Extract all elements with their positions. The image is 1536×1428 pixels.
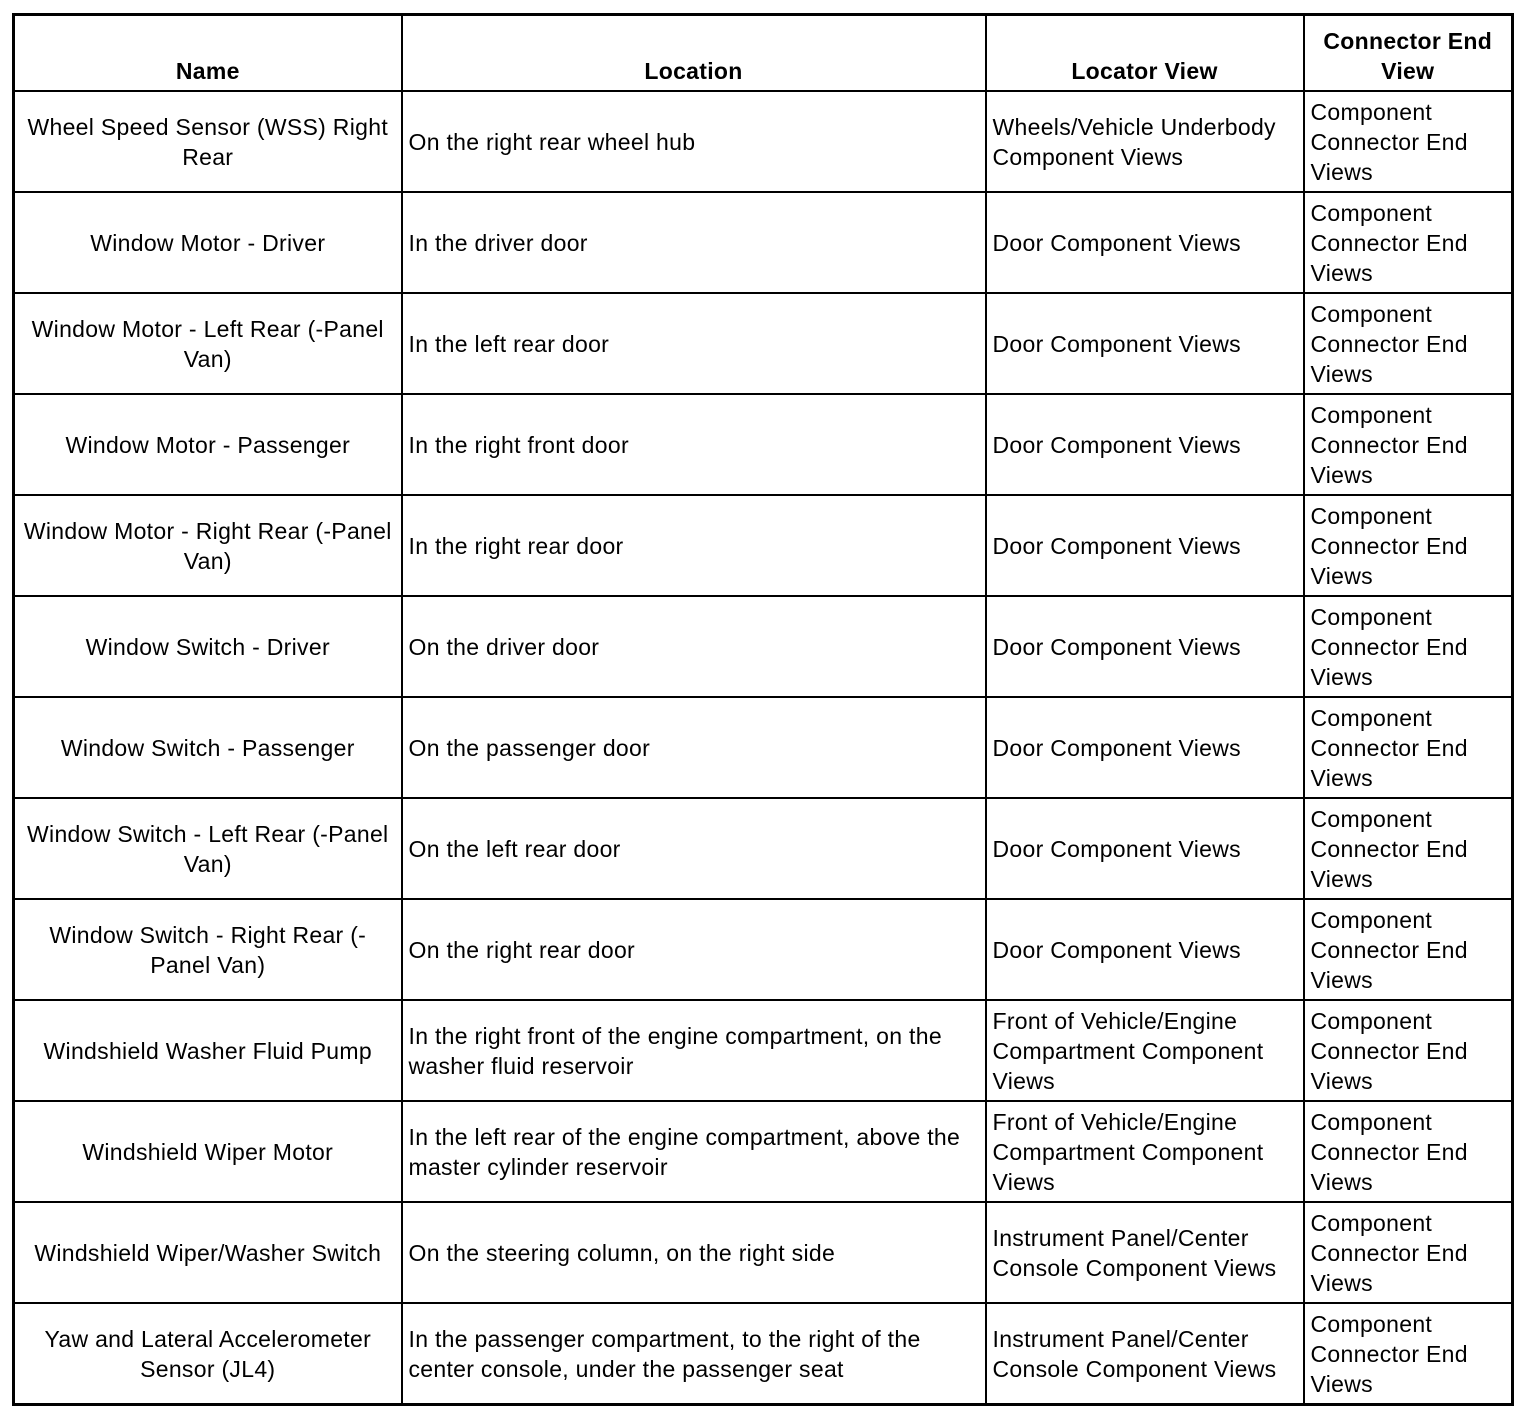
cell-connector-end-view: Component Connector End Views [1304,697,1513,798]
cell-name: Windshield Wiper/Washer Switch [14,1202,402,1303]
table-row [14,697,1513,798]
cell-name: Windshield Wiper Motor [14,1101,402,1202]
table-row [14,899,1513,1000]
table-row [14,798,1513,899]
cell-connector-end-view: Component Connector End Views [1304,293,1513,394]
cell-name: Window Motor - Driver [14,192,402,293]
cell-locator-view: Door Component Views [986,596,1304,697]
cell-location: On the right rear door [402,899,986,1000]
header-locator-view: Locator View [986,15,1304,92]
cell-location: On the passenger door [402,697,986,798]
cell-connector-end-view: Component Connector End Views [1304,91,1513,192]
cell-connector-end-view: Component Connector End Views [1304,1101,1513,1202]
cell-locator-view: Wheels/Vehicle Underbody Component Views [986,91,1304,192]
cell-locator-view: Door Component Views [986,394,1304,495]
cell-locator-view: Door Component Views [986,495,1304,596]
cell-name: Window Motor - Right Rear (-Panel Van) [14,495,402,596]
table-row [14,1000,1513,1101]
header-name: Name [14,15,402,92]
cell-name: Window Switch - Driver [14,596,402,697]
table-row [14,596,1513,697]
cell-location: On the steering column, on the right side [402,1202,986,1303]
cell-location: In the right rear door [402,495,986,596]
cell-locator-view: Door Component Views [986,293,1304,394]
cell-name: Yaw and Lateral Accelerometer Sensor (JL4) [14,1303,402,1405]
cell-name: Window Switch - Right Rear (-Panel Van) [14,899,402,1000]
cell-name: Window Switch - Left Rear (-Panel Van) [14,798,402,899]
cell-location: In the left rear door [402,293,986,394]
header-row [14,15,1513,92]
cell-connector-end-view: Component Connector End Views [1304,899,1513,1000]
component-locator-table [12,13,1514,1406]
table-body [14,91,1513,1405]
cell-name: Window Switch - Passenger [14,697,402,798]
cell-connector-end-view: Component Connector End Views [1304,394,1513,495]
table-header [14,15,1513,92]
table-row [14,1101,1513,1202]
cell-name: Windshield Washer Fluid Pump [14,1000,402,1101]
table-row [14,91,1513,192]
cell-connector-end-view: Component Connector End Views [1304,192,1513,293]
table-row [14,1303,1513,1405]
cell-location: In the left rear of the engine compartment, above the master cylinder reservoir [402,1101,986,1202]
cell-locator-view: Instrument Panel/Center Console Component Views [986,1303,1304,1405]
header-connector-end-view: Connector End View [1304,15,1513,92]
cell-location: On the right rear wheel hub [402,91,986,192]
table-row [14,192,1513,293]
cell-connector-end-view: Component Connector End Views [1304,1303,1513,1405]
table-row [14,495,1513,596]
cell-locator-view: Front of Vehicle/Engine Compartment Component Views [986,1000,1304,1101]
cell-locator-view: Door Component Views [986,899,1304,1000]
cell-location: In the right front door [402,394,986,495]
cell-connector-end-view: Component Connector End Views [1304,596,1513,697]
cell-name: Window Motor - Passenger [14,394,402,495]
cell-name: Window Motor - Left Rear (-Panel Van) [14,293,402,394]
cell-connector-end-view: Component Connector End Views [1304,495,1513,596]
cell-connector-end-view: Component Connector End Views [1304,1000,1513,1101]
table-row [14,293,1513,394]
header-location: Location [402,15,986,92]
cell-location: On the left rear door [402,798,986,899]
cell-location: In the passenger compartment, to the right of the center console, under the passenger seat [402,1303,986,1405]
cell-locator-view: Door Component Views [986,798,1304,899]
cell-locator-view: Door Component Views [986,192,1304,293]
cell-locator-view: Door Component Views [986,697,1304,798]
cell-connector-end-view: Component Connector End Views [1304,798,1513,899]
cell-location: On the driver door [402,596,986,697]
cell-connector-end-view: Component Connector End Views [1304,1202,1513,1303]
cell-name: Wheel Speed Sensor (WSS) Right Rear [14,91,402,192]
cell-locator-view: Front of Vehicle/Engine Compartment Component Views [986,1101,1304,1202]
cell-location: In the right front of the engine compartment, on the washer fluid reservoir [402,1000,986,1101]
cell-location: In the driver door [402,192,986,293]
table-row [14,394,1513,495]
table-row [14,1202,1513,1303]
cell-locator-view: Instrument Panel/Center Console Component Views [986,1202,1304,1303]
